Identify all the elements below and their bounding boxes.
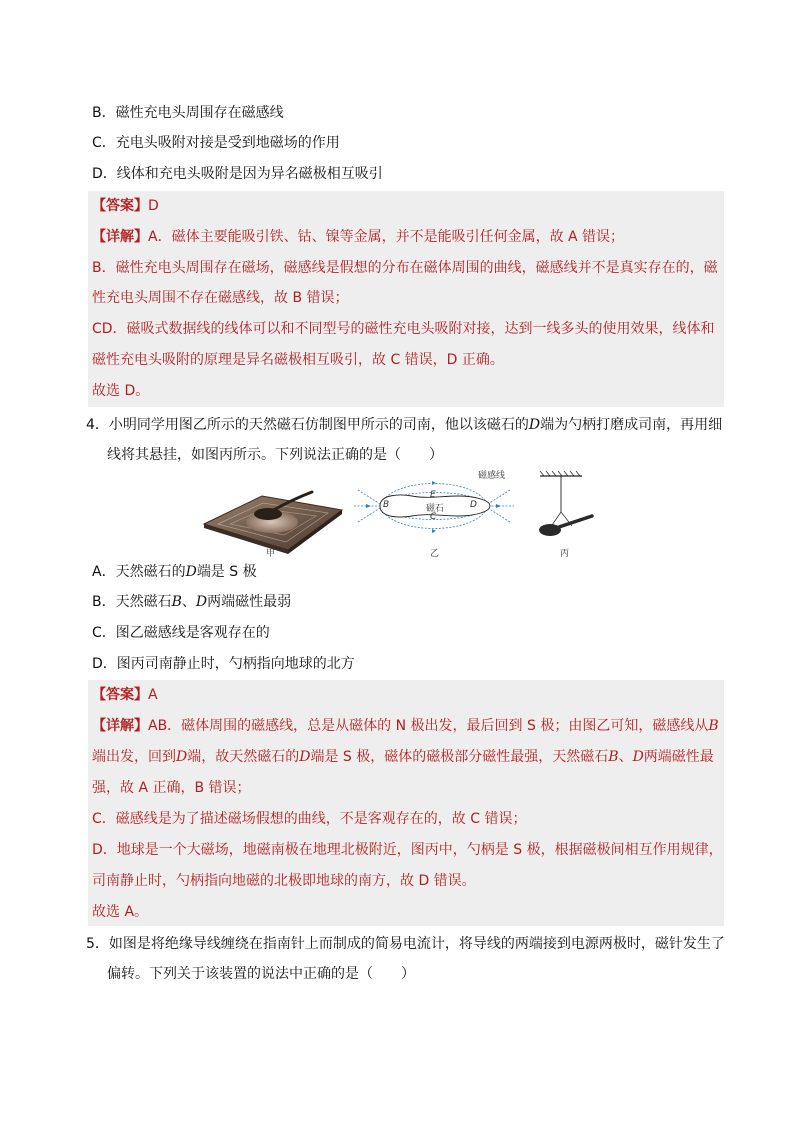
caption-bing: 丙	[560, 549, 570, 559]
q4-conclusion: 故选 A。	[92, 904, 149, 920]
label-c: C	[430, 512, 437, 522]
caption-yi: 乙	[430, 549, 440, 559]
q4-option-a: A．天然磁石的D端是 S 极	[92, 564, 257, 580]
hanging-sinan-illustration	[530, 466, 600, 558]
q4-detail-4: C．磁感线是为了描述磁场假想的曲线，不是客观存在的，故 C 错误；	[92, 811, 527, 827]
q3-option-b: B．磁性充电头周围存在磁感线	[92, 105, 284, 121]
detail-label: 【详解】	[92, 229, 148, 245]
q4-detail-3: 强，故 A 正确，B 错误；	[92, 780, 251, 796]
q4-option-d: D．图丙司南静止时，勺柄指向地球的北方	[92, 656, 355, 672]
q3-option-c: C．充电头吸附对接是受到地磁场的作用	[92, 135, 340, 151]
q4-detail-5b: 司南静止时，勺柄指向地磁的北极即地球的南方，故 D 错误。	[92, 873, 476, 889]
answer-label: 【答案】	[92, 198, 148, 214]
q4-stem-line-1: 4．小明同学用图乙所示的天然磁石仿制图甲所示的司南，他以该磁石的D端为勺柄打磨成司南，再用细	[86, 417, 723, 433]
label-field-lines: 磁感线	[478, 471, 506, 481]
q4-detail-2: 端出发，回到D端，故天然磁石的D端是 S 极，磁体的磁极部分磁性最强，天然磁石B、D两端磁性最	[92, 749, 714, 765]
q4-detail-5a: D．地球是一个大磁场，地磁南极在地理北极附近，图丙中，勺柄是 S 极，根据磁极间相互作用规律，	[92, 842, 723, 858]
q4-answer: 【答案】A	[92, 687, 158, 703]
label-e: E	[430, 490, 436, 500]
label-d: D	[470, 500, 477, 510]
figure-jia	[196, 466, 346, 558]
q3-detail-3b: 磁性充电头吸附的原理是异名磁极相互吸引，故 C 错误，D 正确。	[92, 352, 504, 368]
q3-conclusion: 故选 D。	[92, 383, 150, 399]
q3-answer	[92, 196, 159, 216]
sinan-board-illustration	[196, 466, 346, 558]
q5-stem-line-1: 5．如图是将绝缘导线缠绕在指南针上而制成的简易电流计，将导线的两端接到电源两极时，磁针发生了	[86, 936, 725, 952]
q3-detail-2b: 性充电头周围不存在磁感线，故 B 错误；	[92, 290, 349, 306]
q3-detail-2a: B．磁性充电头周围存在磁场，磁感线是假想的分布在磁体周围的曲线，磁感线并不是真实存在的，磁	[92, 260, 718, 276]
q4-stem-line-2: 线将其悬挂，如图丙所示。下列说法正确的是（ ）	[107, 447, 443, 463]
figure-bing	[530, 466, 600, 558]
figure-yi	[350, 466, 518, 558]
q5-stem-line-2: 偏转。下列关于该装置的说法中正确的是（ ）	[107, 966, 415, 982]
q3-detail-1: 【详解】A．磁体主要能吸引铁、钴、镍等金属，并不是能吸引任何金属，故 A 错误；	[92, 229, 625, 245]
q4-option-b: B．天然磁石B、D两端磁性最弱	[92, 594, 292, 610]
caption-jia: 甲	[266, 549, 276, 559]
answer-value: D	[148, 198, 159, 214]
q4-option-c: C．图乙磁感线是客观存在的	[92, 625, 270, 641]
q3-option-d: D．线体和充电头吸附是因为异名磁极相互吸引	[92, 166, 383, 182]
label-b: B	[383, 500, 390, 510]
label-lodestone: 磁石	[426, 504, 445, 514]
q4-detail-1: 【详解】AB．磁体周围的磁感线，总是从磁体的 N 极出发，最后回到 S 极；由图乙可知，磁感线从B	[92, 718, 719, 734]
q3-detail-3a: CD．磁吸式数据线的线体可以和不同型号的磁性充电头吸附对接，达到一线多头的使用效果，线体和	[92, 321, 715, 337]
